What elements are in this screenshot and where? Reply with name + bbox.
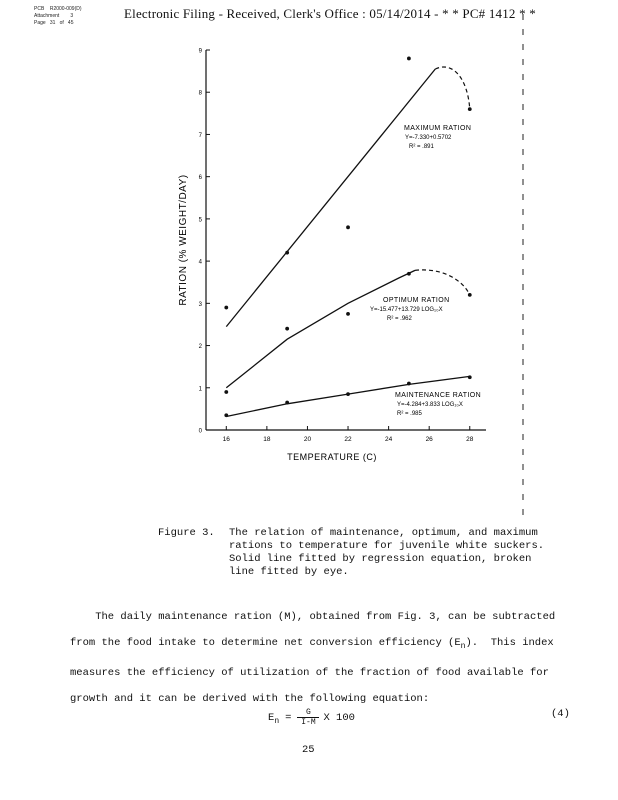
series-1-regression-line	[226, 270, 415, 387]
x-tick-label: 16	[222, 436, 230, 443]
caption-line-3: Solid line fitted by regression equation, broken	[229, 553, 532, 565]
maint-ration-label: MAINTENANCE RATION	[395, 392, 482, 399]
x-tick-label: 26	[425, 436, 433, 443]
series-2-data-point	[285, 401, 289, 405]
para-line-2-sub: n	[460, 642, 466, 652]
eq-numerator: G	[306, 708, 311, 717]
efficiency-equation: E $_n$ = G I-M X 100	[268, 708, 355, 727]
max-ration-equation: Y=-7.330+0.5702	[405, 135, 452, 141]
series-2-data-point	[346, 392, 350, 396]
series-0-data-point	[407, 57, 411, 61]
opt-ration-equation: Y=-15.477+13.729 LOG₁₀X	[370, 307, 443, 313]
series-0-eye-fit-curve	[435, 67, 469, 109]
page-number: 25	[302, 744, 315, 756]
max-ration-label: MAXIMUM RATION	[404, 125, 472, 132]
series-2-data-point	[468, 375, 472, 379]
y-tick-label: 8	[198, 90, 202, 97]
y-tick-label: 5	[198, 217, 202, 224]
series-0-data-point	[468, 107, 472, 111]
para-line-2-end: ). This index	[465, 637, 554, 649]
caption-line-2: rations to temperature for juvenile white suckers.	[229, 540, 545, 552]
filing-header: Electronic Filing - Received, Clerk's Office : 05/14/2014 - * * PC# 1412 * *	[124, 6, 536, 21]
stamp-line-1: PCB R2000-009(D)	[34, 6, 82, 12]
x-tick-label: 28	[466, 436, 474, 443]
x-tick-label: 24	[384, 436, 393, 443]
para-line-2	[70, 630, 570, 660]
x-tick-label: 22	[344, 436, 352, 443]
eq-lhs: E	[268, 711, 275, 724]
eq-rest: X 100	[323, 711, 355, 724]
y-tick-label: 6	[198, 175, 202, 182]
para-line-3: measures the efficiency of utilization of the fraction of food available for	[70, 667, 549, 680]
series-1-data-point	[407, 272, 411, 276]
figure-label: Figure 3.	[158, 527, 215, 539]
caption-line-1: The relation of maintenance, optimum, and maximum	[229, 527, 538, 539]
y-axis-label: RATION (% WEIGHT/DAY)	[178, 174, 189, 306]
series-1-data-point	[224, 390, 228, 394]
para-line-2-start: from the food intake to determine net conversion efficiency (E	[70, 637, 461, 649]
chart-axes	[199, 49, 486, 444]
para-line-1: The daily maintenance ration (M), obtained from Fig. 3, can be subtracted	[70, 611, 556, 623]
chart-labels	[178, 125, 481, 462]
para-line-4: growth and it can be derived with the following equation:	[70, 693, 430, 706]
x-tick-label: 18	[263, 436, 271, 443]
equation-number: (4)	[551, 708, 570, 720]
y-tick-label: 9	[198, 48, 202, 55]
series-0-regression-line	[226, 69, 435, 327]
stamp-line-2: Attachment 3	[34, 13, 74, 19]
series-0-data-point	[285, 251, 289, 255]
series-1-data-point	[346, 312, 350, 316]
y-tick-label: 3	[198, 301, 202, 308]
series-1-data-point	[468, 293, 472, 297]
figure-caption	[158, 527, 544, 579]
body-paragraph	[70, 604, 570, 712]
series-1-data-point	[285, 327, 289, 331]
chart-marks	[224, 57, 471, 418]
eq-denominator: I-M	[301, 718, 316, 727]
stamp-line-3: Page 31 of 45	[34, 20, 74, 26]
y-tick-label: 4	[198, 259, 202, 266]
maint-ration-r2: R² = .985	[397, 411, 422, 417]
x-tick-label: 20	[303, 436, 312, 443]
y-tick-label: 2	[198, 344, 202, 351]
y-tick-label: 1	[198, 386, 202, 393]
max-ration-r2: R² = .891	[409, 144, 434, 150]
series-2-data-point	[407, 382, 411, 386]
eq-fraction	[297, 708, 319, 727]
y-tick-label: 7	[198, 132, 202, 139]
series-1-eye-fit-curve	[415, 270, 470, 295]
opt-ration-r2: R² = .962	[387, 316, 412, 322]
series-0-data-point	[224, 306, 228, 310]
series-0-data-point	[346, 225, 350, 229]
caption-line-4: line fitted by eye.	[229, 566, 349, 578]
eq-lhs-sub: n	[274, 717, 280, 726]
opt-ration-label: OPTIMUM RATION	[383, 297, 450, 304]
x-axis-label: TEMPERATURE (C)	[287, 452, 377, 462]
maint-ration-equation: Y=-4.284+3.833 LOG₁₀X	[397, 402, 463, 408]
series-2-data-point	[224, 413, 228, 417]
y-tick-label: 0	[198, 428, 202, 435]
